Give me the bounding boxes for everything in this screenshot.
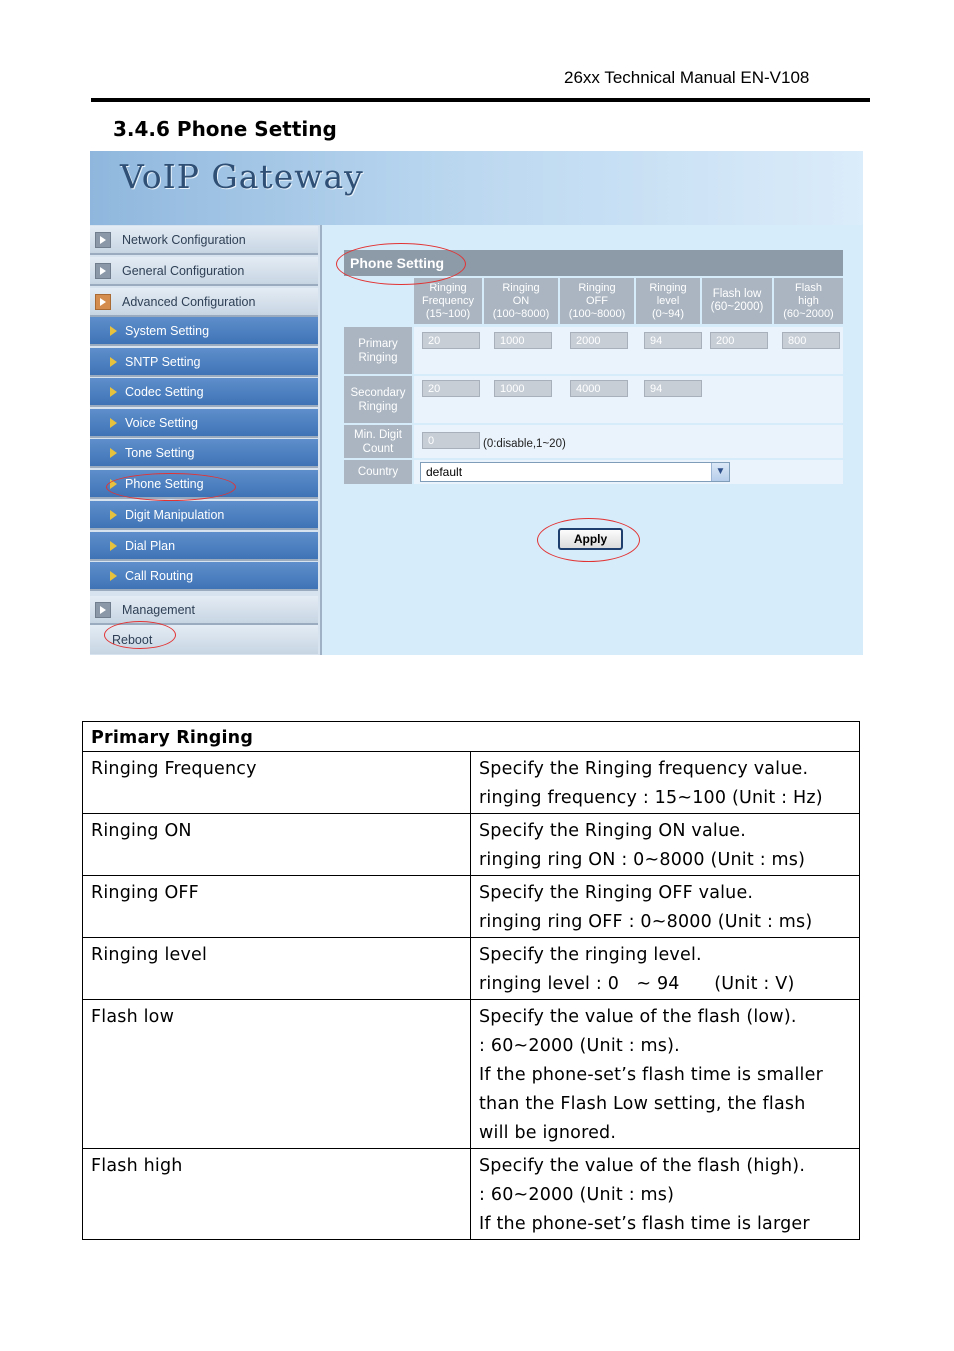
column-header-ringing-level: Ringing level (0~94) [636, 278, 700, 324]
table-row-description: Specify the value of the flash (high). : 60~2000 (Unit : ms) If the phone-set’s flash time is larger [471, 1149, 860, 1240]
sidebar-item-voice-setting[interactable] [90, 409, 318, 438]
highlight-circle-panel-title [336, 243, 466, 285]
highlight-circle-reboot [104, 621, 176, 649]
sidebar-item-system-setting[interactable] [90, 317, 318, 346]
banner [90, 151, 863, 225]
arrow-box-icon-active [95, 294, 111, 310]
table-row [83, 752, 860, 814]
sidebar-item-label: General Configuration [122, 263, 245, 278]
sidebar-item-label: Phone Setting [125, 476, 204, 491]
sidebar-item-label: Codec Setting [125, 384, 204, 399]
table-row [83, 1149, 860, 1240]
sidebar-item-label: Dial Plan [125, 538, 176, 553]
triangle-icon [110, 571, 117, 581]
triangle-icon [110, 510, 117, 520]
secondary-ringing-frequency-input[interactable]: 20 [422, 380, 480, 397]
primary-flash-high-input[interactable]: 800 [782, 332, 840, 349]
column-header-ringing-on: Ringing ON (100~8000) [484, 278, 558, 324]
highlight-circle-phone-setting [106, 473, 236, 501]
chevron-down-icon[interactable]: ▼ [711, 463, 729, 481]
table-row [83, 1000, 860, 1149]
sidebar-item-call-routing[interactable] [90, 562, 318, 591]
sidebar-item-label: Call Routing [125, 568, 194, 583]
table-row-description: Specify the Ringing frequency value. ringing frequency : 15~100 (Unit : Hz) [471, 752, 860, 814]
banner-title: VoIP Gateway [120, 157, 364, 196]
triangle-icon [110, 418, 117, 428]
sidebar-item-digit-manipulation[interactable] [90, 501, 318, 530]
table-row-name: Flash high [83, 1149, 471, 1240]
sidebar-item-dial-plan[interactable] [90, 532, 318, 561]
sidebar-item-general-configuration[interactable] [90, 257, 318, 286]
arrow-box-icon [95, 232, 111, 248]
sidebar-item-tone-setting[interactable] [90, 439, 318, 468]
column-header-flash-low: Flash low (60~2000) [702, 278, 772, 324]
country-select[interactable] [420, 462, 730, 482]
sidebar-item-advanced-configuration[interactable] [90, 288, 318, 317]
table-row-description: Specify the value of the flash (low). : 60~2000 (Unit : ms). If the phone-set’s flash time is smaller than the Flash Low setting, the flash will be ignored. [471, 1000, 860, 1149]
header-rule [91, 98, 870, 102]
sidebar-item-label: Voice Setting [125, 415, 198, 430]
triangle-icon [110, 448, 117, 458]
table-row-name: Ringing level [83, 938, 471, 1000]
triangle-icon [110, 357, 117, 367]
sidebar-item-sntp-setting[interactable] [90, 348, 318, 377]
row-header-primary-ringing: Primary Ringing [344, 327, 412, 374]
row-header-secondary-ringing: Secondary Ringing [344, 376, 412, 423]
row-header-min-digit-count: Min. Digit Count [344, 425, 412, 458]
sidebar-item-network-configuration[interactable] [90, 226, 318, 255]
table-row-description: Specify the ringing level. ringing level : 0 ~ 94 (Unit : V) [471, 938, 860, 1000]
sidebar-item-label: SNTP Setting [125, 354, 201, 369]
triangle-icon [110, 387, 117, 397]
apply-button[interactable]: Apply [558, 528, 623, 550]
arrow-box-icon [95, 263, 111, 279]
min-digit-count-input[interactable]: 0 [422, 432, 480, 449]
gateway-screenshot [90, 151, 863, 655]
table-row [83, 814, 860, 876]
row-header-country: Country [344, 460, 412, 484]
sidebar-item-label: Management [122, 602, 195, 617]
arrow-box-icon [95, 602, 111, 618]
primary-ringing-off-input[interactable]: 2000 [570, 332, 628, 349]
primary-ringing-frequency-input[interactable]: 20 [422, 332, 480, 349]
secondary-ringing-level-input[interactable]: 94 [644, 380, 702, 397]
table-row [83, 876, 860, 938]
sidebar-item-label: Reboot [112, 632, 153, 647]
table-row-name: Ringing OFF [83, 876, 471, 938]
description-table [82, 721, 860, 1240]
table-title: Primary Ringing [83, 722, 860, 752]
panel-title: Phone Setting [344, 250, 843, 276]
table-row-name: Ringing ON [83, 814, 471, 876]
triangle-icon [110, 541, 117, 551]
sidebar-item-label: Tone Setting [125, 445, 195, 460]
triangle-icon [110, 326, 117, 336]
country-select-value: default [426, 465, 463, 479]
min-digit-hint: (0:disable,1~20) [483, 438, 566, 450]
sidebar-item-codec-setting[interactable] [90, 378, 318, 407]
primary-flash-low-input[interactable]: 200 [710, 332, 768, 349]
table-row [83, 938, 860, 1000]
highlight-circle-apply [537, 518, 640, 562]
column-header-ringing-frequency: Ringing Frequency (15~100) [414, 278, 482, 324]
sidebar-item-label: Advanced Configuration [122, 294, 256, 309]
section-title: 3.4.6 Phone Setting [113, 117, 337, 141]
column-header-flash-high: Flash high (60~2000) [774, 278, 843, 324]
sidebar-item-label: Digit Manipulation [125, 507, 225, 522]
sidebar [90, 225, 322, 655]
sidebar-item-label: Network Configuration [122, 232, 246, 247]
table-row-description: Specify the Ringing ON value. ringing ring ON : 0~8000 (Unit : ms) [471, 814, 860, 876]
sidebar-item-label: System Setting [125, 323, 210, 338]
secondary-ringing-on-input[interactable]: 1000 [494, 380, 552, 397]
primary-ringing-on-input[interactable]: 1000 [494, 332, 552, 349]
table-row-name: Ringing Frequency [83, 752, 471, 814]
table-row-description: Specify the Ringing OFF value. ringing ring OFF : 0~8000 (Unit : ms) [471, 876, 860, 938]
column-header-ringing-off: Ringing OFF (100~8000) [560, 278, 634, 324]
secondary-ringing-off-input[interactable]: 4000 [570, 380, 628, 397]
sidebar-item-management[interactable] [90, 596, 318, 625]
primary-ringing-level-input[interactable]: 94 [644, 332, 702, 349]
table-row-name: Flash low [83, 1000, 471, 1149]
document-header: 26xx Technical Manual EN-V108 [564, 68, 810, 87]
table-title-row [83, 722, 860, 752]
